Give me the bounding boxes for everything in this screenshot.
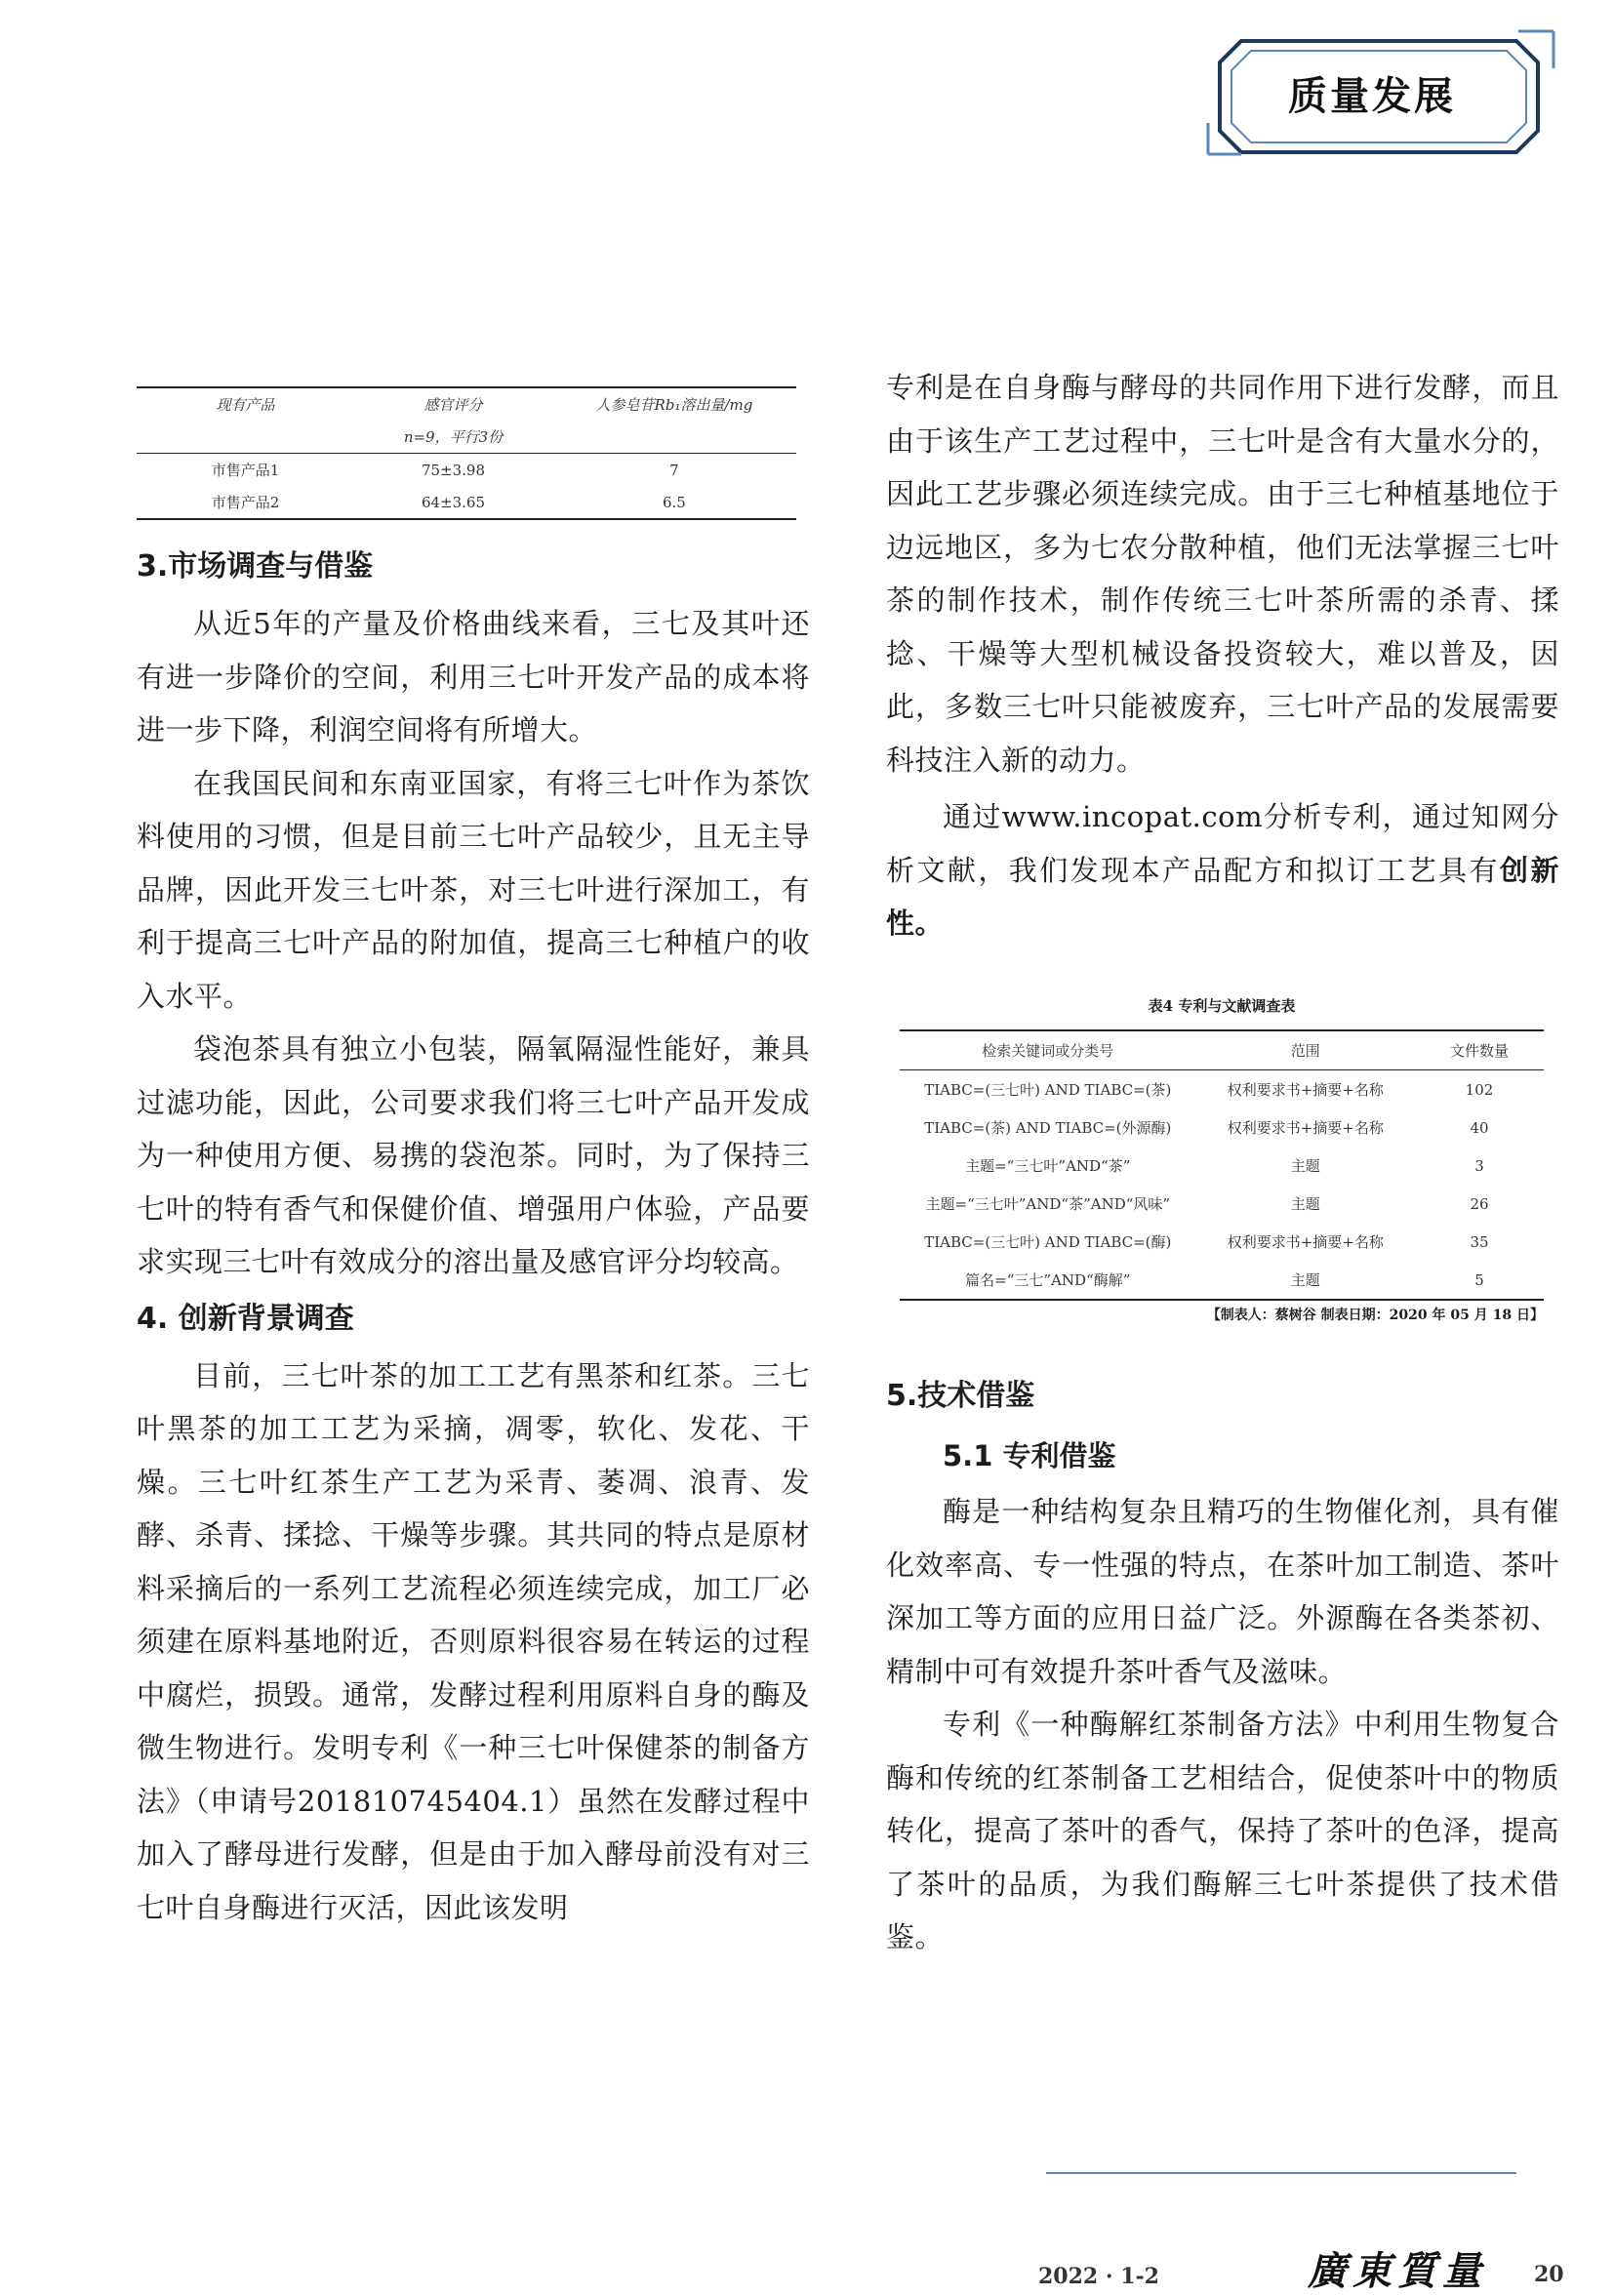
paragraph: 在我国民间和东南亚国家，有将三七叶作为茶饮料使用的习惯，但是目前三七叶产品较少，且无主导品牌，因此开发三七叶茶，对三七叶进行深加工，有利于提高三七叶产品的附加值，提高三七种植户的收入水平。 [137,766,810,1013]
table-header-cell: 人参皂苷Rb₁溶出量/mg [595,396,753,414]
table-cell: 篇名=“三七”AND“酶解” [965,1271,1131,1289]
table-header-row [900,1030,1544,1070]
table-cell: 主题 [1290,1195,1320,1213]
table-row [900,1108,1544,1147]
paragraph: 袋泡茶具有独立小包装，隔氧隔湿性能好，兼具过滤功能，因此，公司要求我们将三七叶产品开发成为一种使用方便、易携的袋泡茶。同时，为了保持三七叶的特有香气和保健价值、增强用户体验，产品要求实现三七叶有效成分的溶出量及感官评分均较高。 [137,1032,810,1278]
table-cell: 主题=“三七叶”AND“茶”AND“风味” [925,1195,1171,1213]
table-row [137,486,796,519]
section-heading: 5.技术借鉴 [886,1379,1035,1413]
table-cell: 26 [1470,1194,1489,1213]
paragraph [886,790,1559,950]
table-cell: 5 [1474,1270,1484,1289]
table-title: 表4 专利与文献调查表 [1148,997,1296,1015]
table-header-row [137,387,796,421]
patent-survey-table-block [900,995,1544,1324]
magazine-logo: 廣東質量 [1308,2248,1487,2294]
table-cell: 主题=“三七叶”AND“茶” [965,1157,1131,1175]
section-heading: 4. 创新背景调查 [137,1301,354,1336]
table-row [900,1070,1544,1109]
table-cell: 35 [1470,1232,1489,1251]
table-cell: 权利要求书+摘要+名称 [1227,1233,1384,1251]
issue-date: 2022 · 1-2 [1038,2264,1159,2289]
table-row [900,1223,1544,1261]
paragraph: 专利《一种酶解红茶制备方法》中利用生物复合酶和传统的红茶制备工艺相结合，促使茶叶中的物质转化，提高了茶叶的香气，保持了茶叶的色泽，提高了茶叶的品质，为我们酶解三七叶茶提供了技术借鉴。 [886,1708,1559,1954]
table-cell: 102 [1465,1080,1494,1099]
table-cell: 75±3.98 [421,461,485,479]
section-badge [1206,29,1557,156]
table-cell: TIABC=(三七叶) AND TIABC=(茶) [924,1081,1172,1099]
right-column [886,361,1559,950]
table-cell: 权利要求书+摘要+名称 [1227,1081,1384,1099]
paragraph: 酶是一种结构复杂且精巧的生物催化剂，具有催化效率高、专一性强的特点，在茶叶加工制造、茶叶深加工等方面的应用日益广泛。外源酶在各类茶初、精制中可有效提升茶叶香气及滋味。 [886,1495,1559,1688]
table-cell: 6.5 [663,493,686,511]
subsection-heading: 5.1 专利借鉴 [943,1439,1116,1472]
section-heading: 3.市场调查与借鉴 [137,549,374,584]
table-cell: 40 [1470,1118,1489,1137]
table-row [900,1147,1544,1185]
table-cell: 3 [1474,1156,1484,1175]
table-header-cell: 现有产品 [216,396,275,414]
sensory-score-table [137,386,796,520]
table-header-cell: 检索关键词或分类号 [982,1042,1114,1060]
table-cell: 市售产品1 [211,462,280,479]
table-cell: TIABC=(茶) AND TIABC=(外源酶) [924,1119,1172,1137]
paragraph-text: 通过www.incopat.com分析专利，通过知网分析文献，我们发现本产品配方和拟订工艺具有 [886,800,1559,887]
table-row [137,454,796,487]
paragraph: 目前，三七叶茶的加工工艺有黑茶和红茶。三七叶黑茶的加工工艺为采摘，凋零，软化、发花、干燥。三七叶红茶生产工艺为采青、萎凋、浪青、发酵、杀青、揉捻、干燥等步骤。其共同的特点是原材料采摘后的一系列工艺流程必须连续完成，加工厂必须建在原料基地附近，否则原料很容易在转运的过程中腐烂，损毁。通常，发酵过程利用原料自身的酶及微生物进行。发明专利《一种三七叶保健茶的制备方法》（申请号201810745404.1）虽然在发酵过程中加入了酵母进行发酵，但是由于加入酵母前没有对三七叶自身酶进行灭活，因此该发明 [137,1358,810,1924]
table-note: n=9，平行3份 [403,428,504,446]
badge-label: 质量发展 [1288,73,1456,119]
table-cell: 市售产品2 [211,494,280,511]
table-header-cell: 文件数量 [1449,1042,1509,1060]
emphasis-text: 创新性。 [886,853,1559,940]
right-column-lower [886,1366,1559,1964]
table-row [900,1185,1544,1223]
table-cell: 7 [669,461,679,479]
table-header-cell: 感官评分 [424,396,483,414]
table-cell: 主题 [1290,1157,1320,1175]
page-number: 20 [1534,2262,1564,2287]
table-header-cell: 范围 [1290,1042,1320,1060]
table-cell: 权利要求书+摘要+名称 [1227,1119,1384,1137]
table-cell: 64±3.65 [421,493,485,511]
table-footnote: 【制表人：蔡树谷 制表日期：2020 年 05 月 18 日】 [1206,1308,1544,1323]
left-column [137,537,810,1934]
table-cell: 主题 [1290,1271,1320,1289]
paragraph: 专利是在自身酶与酵母的共同作用下进行发酵，而且由于该生产工艺过程中，三七叶是含有大量水分的，因此工艺步骤必须连续完成。由于三七种植基地位于边远地区，多为七农分散种植，他们无法掌握三七叶茶的制作技术，制作传统三七叶茶所需的杀青、揉捻、干燥等大型机械设备投资较大，难以普及，因此，多数三七叶只能被废弃，三七叶产品的发展需要科技注入新的动力。 [886,371,1559,777]
patent-survey-table [900,1029,1544,1301]
table-cell: TIABC=(三七叶) AND TIABC=(酶) [924,1233,1172,1251]
table-row [900,1261,1544,1300]
footer-divider [1046,2172,1516,2174]
table-note-row [137,421,796,454]
paragraph: 从近5年的产量及价格曲线来看，三七及其叶还有进一步降价的空间，利用三七叶开发产品的成本将进一步下降，利润空间将有所增大。 [137,607,810,746]
